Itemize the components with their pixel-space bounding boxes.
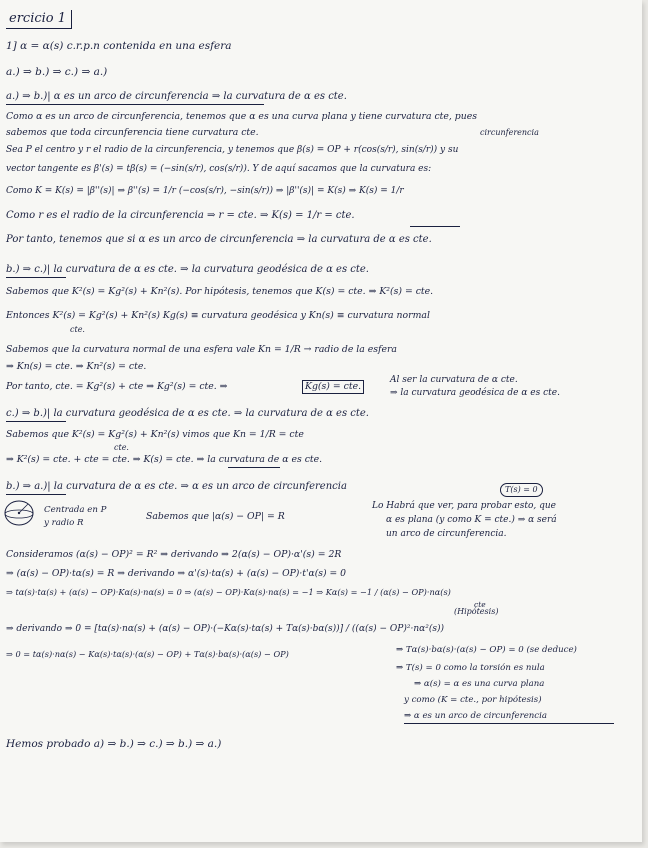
side-note: α es plana (y como K = cte.) ⇒ α será (386, 515, 557, 525)
heading-underline (6, 277, 66, 278)
text-line: Como α es un arco de circunferencia, tenemos que α es una curva plana y tiene curvatura cte, pues (6, 111, 478, 122)
text-line: y como (K = cte., por hipótesis) (404, 695, 542, 705)
section-c-b-heading: c.) ⇒ b.)| la curvatura geodésica de α es cte. ⇒ la curvatura de α es cte. (6, 408, 369, 419)
result-underline (404, 723, 614, 724)
text-line: Sabemos que K²(s) = Kg²(s) + Kn²(s). Por hipótesis, tenemos que K(s) = cte. ⇒ K²(s) = cte. (6, 286, 434, 297)
section-b-c-heading: b.) ⇒ c.)| la curvatura de α es cte. ⇒ la curvatura geodésica de α es cte. (6, 264, 369, 275)
sketch-label: y radio R (44, 518, 84, 528)
side-note: Al ser la curvatura de α cte. (390, 375, 518, 385)
text-line: ⇒ Tα(s)·bα(s)·(α(s) − OP) = 0 (se deduce) (396, 645, 577, 655)
side-note: un arco de circunferencia. (386, 529, 507, 539)
text-line: Sabemos que la curvatura normal de una esfera vale Kn = 1/R → radio de la esfera (6, 344, 397, 355)
heading-underline (6, 421, 66, 422)
implication-chain: a.) ⇒ b.) ⇒ c.) ⇒ a.) (6, 66, 108, 78)
torsion-note: T(s) = 0 (500, 483, 543, 497)
formula-line: ⇒ tα(s)·tα(s) + (α(s) − OP)·Kα(s)·nα(s) = 0 ⇒ (α(s) − OP)·Kα(s)·nα(s) = −1 ⇒ Kα(s) = −1 / (α(s) − OP)·nα(s) (6, 587, 451, 597)
text-line: Consideramos (α(s) − OP)² = R² ⇒ derivando ⇒ 2(α(s) − OP)·α'(s) = 2R (6, 549, 342, 560)
annotation: cte. (114, 443, 129, 452)
closing-line: Hemos probado a) ⇒ b.) ⇒ c.) ⇒ b.) ⇒ a.) (6, 738, 222, 750)
final-conclusion: ⇒ α es un arco de circunferencia (404, 711, 547, 721)
text-line: ⇒ (α(s) − OP)·tα(s) = R ⇒ derivando ⇒ α'(s)·tα(s) + (α(s) − OP)·t'α(s) = 0 (6, 568, 346, 579)
text-line: Sabemos que |α(s) − OP| = R (146, 511, 285, 522)
text-line: ⇒ Kn(s) = cte. ⇒ Kn²(s) = cte. (6, 361, 147, 372)
annotation: circunferencia (480, 128, 539, 137)
text-line: Como r es el radio de la circunferencia ⇒ r = cte. ⇒ K(s) = 1/r = cte. (6, 210, 355, 221)
side-note: Lo Habrá que ver, para probar esto, que (372, 501, 556, 511)
text-line: Sabemos que K²(s) = Kg²(s) + Kn²(s) vimos que Kn = 1/R = cte (6, 429, 304, 440)
text-line: Entonces K²(s) = Kg²(s) + Kn²(s) Kg(s) ≡ curvatura geodésica y Kn(s) ≡ curvatura normal (6, 310, 430, 321)
text-line: ⇒ K²(s) = cte. + cte = cte. ⇒ K(s) = cte. ⇒ la curvatura de α es cte. (6, 454, 323, 465)
annotation: cte. (70, 325, 85, 334)
text-line: sabemos que toda circunferencia tiene curvatura cte. (6, 127, 259, 138)
exercise-title: ercicio 1 (6, 10, 72, 29)
section-a-b-heading: a.) ⇒ b.)| α es un arco de circunferencia ⇒ la curvatura de α es cte. (6, 91, 347, 102)
heading-underline (6, 494, 66, 495)
statement: 1] α = α(s) c.r.p.n contenida en una esfera (6, 40, 232, 52)
sphere-sketch (2, 498, 36, 528)
side-note: ⇒ la curvatura geodésica de α es cte. (390, 388, 560, 398)
boxed-result: Kg(s) = cte. (302, 380, 364, 394)
text-line: ⇒ α(s) = α es una curva plana (414, 679, 545, 689)
section-b-a-heading: b.) ⇒ a.)| la curvatura de α es cte. ⇒ α es un arco de circunferencia (6, 481, 347, 492)
formula-line: Como K = K(s) = |β''(s)| ⇒ β''(s) = 1/r (−cos(s/r), −sin(s/r)) ⇒ |β''(s)| = K(s) ⇒ K(s) = 1/r (6, 186, 404, 196)
annotation: (Hipótesis) (454, 607, 499, 616)
sketch-label: Centrada en P (44, 505, 107, 515)
text-line: Por tanto, cte. = Kg²(s) + cte ⇒ Kg²(s) = cte. ⇒ (6, 381, 228, 392)
result-underline (410, 226, 460, 227)
heading-underline (6, 104, 264, 105)
formula-line: ⇒ derivando ⇒ 0 = [tα(s)·nα(s) + (α(s) − OP)·(−Kα(s)·tα(s) + Tα(s)·bα(s))] / ((α(s) − OP)²·nα²(s)) (6, 624, 444, 634)
text-line: Sea P el centro y r el radio de la circunferencia, y tenemos que β(s) = OP + r(cos(s/r), sin(s/r)) y su (6, 145, 459, 155)
text-line: ⇒ T(s) = 0 como la torsión es nula (396, 663, 545, 673)
formula-line: ⇒ 0 = tα(s)·nα(s) − Kα(s)·tα(s)·(α(s) − OP) + Tα(s)·bα(s)·(α(s) − OP) (6, 649, 289, 659)
result-underline (228, 467, 280, 468)
annotation: cte (474, 600, 486, 609)
conclusion-line: Por tanto, tenemos que si α es un arco de circunferencia ⇒ la curvatura de α es cte. (6, 234, 432, 245)
text-line: vector tangente es β'(s) = tβ(s) = (−sin(s/r), cos(s/r)). Y de aquí sacamos que la curvatura es: (6, 164, 432, 174)
